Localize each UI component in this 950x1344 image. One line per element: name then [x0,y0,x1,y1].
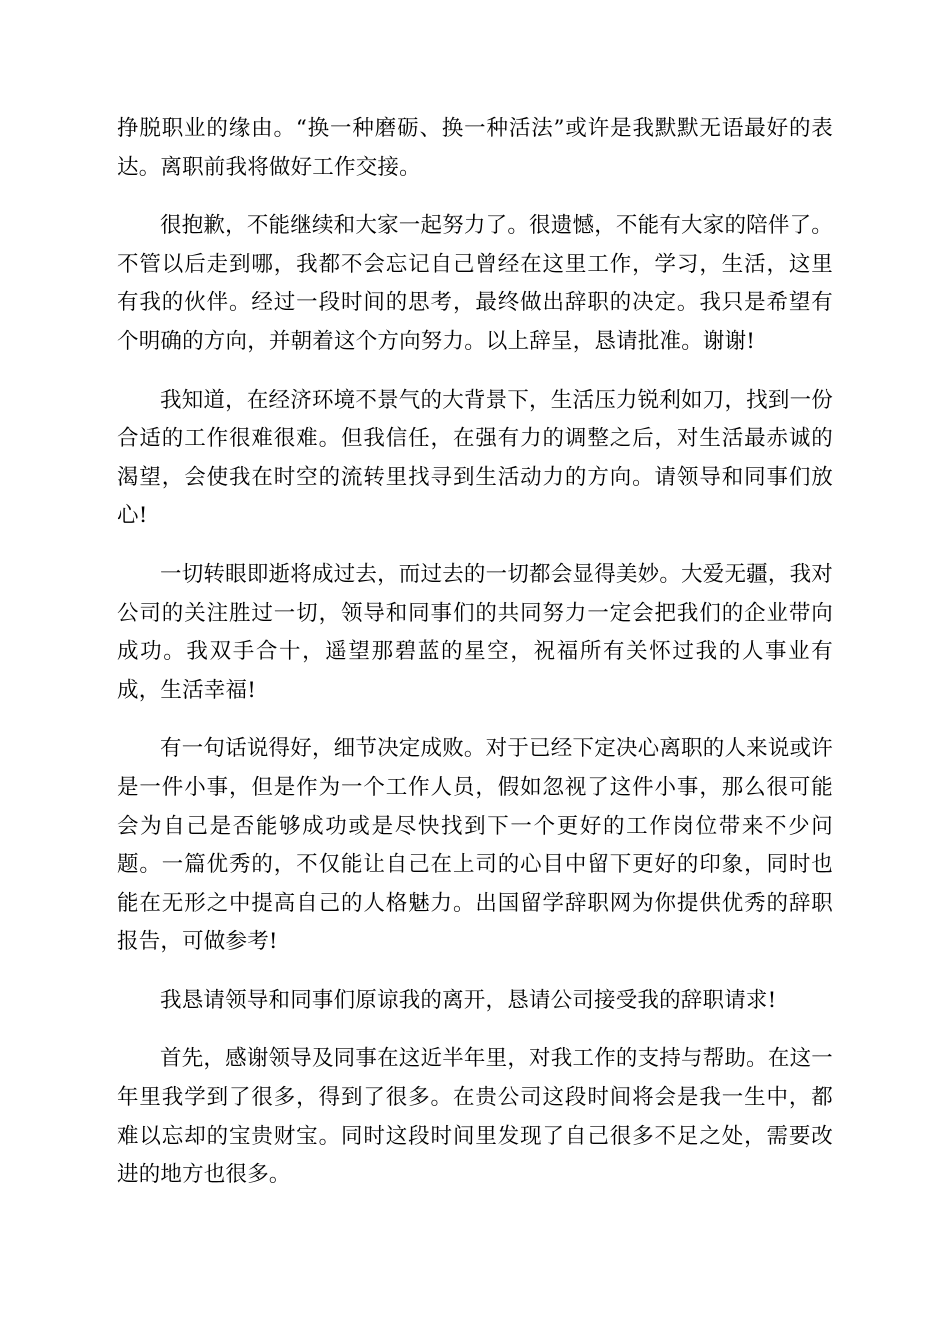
document-body [117,110,833,1215]
paragraph: 很抱歉，不能继续和大家一起努力了。很遗憾，不能有大家的陪伴了。不管以后走到哪，我都不会忘记自己曾经在这里工作，学习，生活，这里有我的伙伴。经过一段时间的思考，最终做出辞职的决定。我只是希望有个明确的方向，并朝着这个方向努力。以上辞呈，恳请批准。谢谢! [117,213,833,354]
paragraph: 我知道，在经济环境不景气的大背景下，生活压力锐利如刀，找到一份合适的工作很难很难。但我信任，在强有力的调整之后，对生活最赤诚的渴望，会使我在时空的流转里找寻到生活动力的方向。请领导和同事们放心! [117,387,833,529]
paragraph: 首先，感谢领导及同事在这近半年里，对我工作的支持与帮助。在这一年里我学到了很多，得到了很多。在贵公司这段时间将会是我一生中，都难以忘却的宝贵财宝。同时这段时间里发现了自己很多不足之处，需要改进的地方也很多。 [117,1046,833,1188]
paragraph-continuation: 挣脱职业的缘由。“换一种磨砺、换一种活法”或许是我默默无语最好的表达。离职前我将做好工作交接。 [117,116,833,180]
paragraph: 一切转眼即逝将成过去，而过去的一切都会显得美妙。大爱无疆，我对公司的关注胜过一切，领导和同事们的共同努力一定会把我们的企业带向成功。我双手合十，遥望那碧蓝的星空，祝福所有关怀过我的人事业有成，生活幸福! [117,561,833,703]
paragraph: 我恳请领导和同事们原谅我的离开，恳请公司接受我的辞职请求! [160,987,777,1013]
paragraph: 有一句话说得好，细节决定成败。对于已经下定决心离职的人来说或许是一件小事，但是作为一个工作人员，假如忽视了这件小事，那么很可能会为自己是否能够成功或是尽快找到下一个更好的工作岗位带来不少问题。一篇优秀的，不仅能让自己在上司的心目中留下更好的印象，同时也能在无形之中提高自己的人格魅力。出国留学辞职网为你提供优秀的辞职报告，可做参考! [117,736,833,955]
